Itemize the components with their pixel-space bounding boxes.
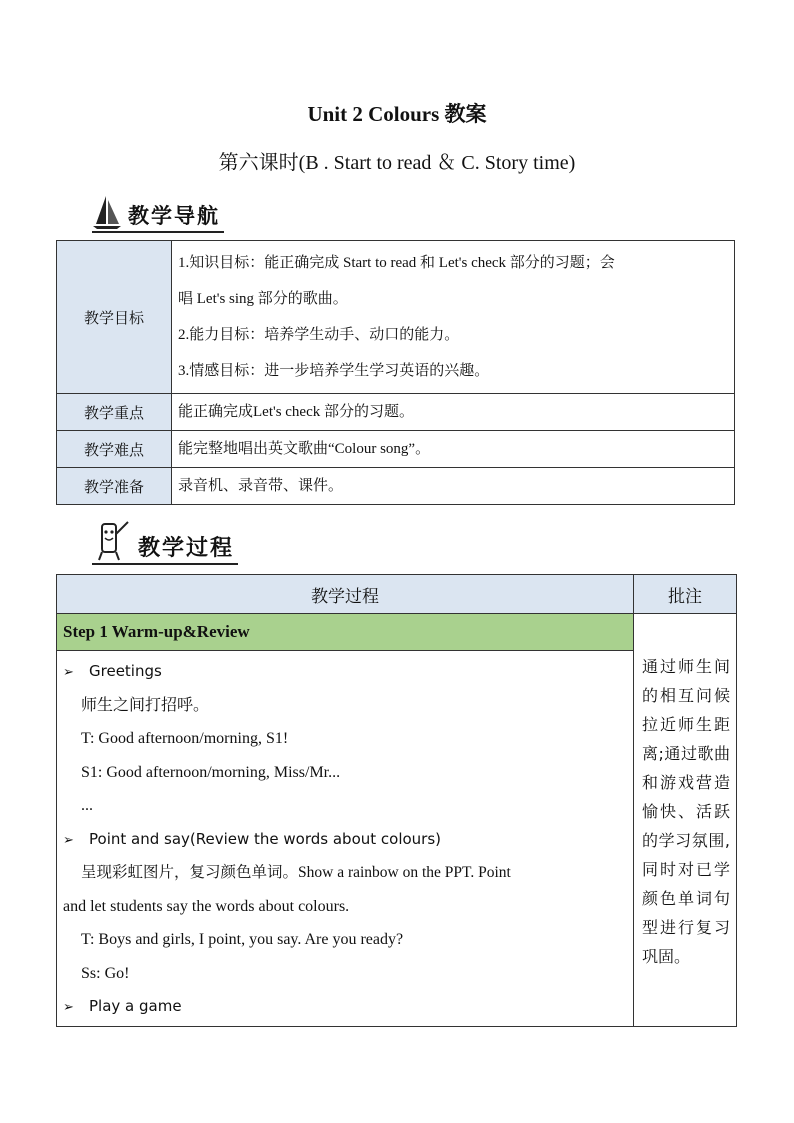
pencil-figure-icon <box>92 518 132 562</box>
teaching-guide-table <box>56 240 735 505</box>
teaching-guide-title: 教学导航 <box>128 204 220 228</box>
body-line: T: Good afternoon/morning, S1! <box>81 730 289 747</box>
goal-line: 1.知识目标：能正确完成 Start to read 和 Let's check 部分的习题；会 <box>178 255 615 271</box>
step-1-title: Step 1 Warm-up&Review <box>57 614 634 651</box>
bullet-item: ➢ Play a game <box>63 990 627 1024</box>
bullet-item: ➢ Greetings <box>63 655 627 689</box>
body-line: ... <box>81 797 93 814</box>
banner-underline <box>92 231 224 233</box>
preparation-label: 教学准备 <box>57 468 172 505</box>
teaching-process-table <box>56 574 737 1027</box>
document-title: Unit 2 Colours 教案 <box>307 102 487 126</box>
process-column-header: 教学过程 <box>57 575 634 614</box>
preparation-value: 录音机、录音带、课件。 <box>172 468 735 505</box>
key-label: 教学重点 <box>57 394 172 431</box>
body-line: and let students say the words about colours. <box>63 897 350 915</box>
document-subtitle: 第六课时(B . Start to read ＆ C. Story time) <box>218 152 576 174</box>
goal-line: 2.能力目标：培养学生动手、动口的能力。 <box>178 327 460 343</box>
banner-underline <box>92 563 238 565</box>
body-line: Ss: Go! <box>81 964 130 982</box>
notes-column-header: 批注 <box>634 575 737 614</box>
key-value: 能正确完成Let's check 部分的习题。 <box>172 394 735 431</box>
body-line: T: Boys and girls, I point, you say. Are you ready? <box>81 931 404 948</box>
arrow-bullet-icon: ➢ <box>63 832 74 848</box>
goal-label: 教学目标 <box>57 241 172 394</box>
body-line: 呈现彩虹图片，复习颜色单词。Show a rainbow on the PPT. Point <box>81 864 511 881</box>
teaching-process-banner <box>92 522 234 562</box>
step-1-content <box>57 651 634 1027</box>
annotation-note: 通过师生间的相互问候拉近师生距离;通过歌曲和游戏营造愉快、活跃的学习氛围,同时对已学颜色单词句型进行复习巩固。 <box>634 614 737 1027</box>
teaching-guide-banner <box>92 190 220 230</box>
difficulty-value: 能完整地唱出英文歌曲“Colour song”。 <box>172 431 735 468</box>
goal-line: 唱 Let's sing 部分的歌曲。 <box>178 291 348 307</box>
arrow-bullet-icon: ➢ <box>63 665 74 680</box>
goal-value <box>172 241 735 394</box>
goal-line: 3.情感目标：进一步培养学生学习英语的兴趣。 <box>178 363 490 379</box>
body-line: 师生之间打招呼。 <box>81 696 210 714</box>
arrow-bullet-icon: ➢ <box>63 1000 74 1015</box>
teaching-process-title: 教学过程 <box>138 536 235 561</box>
body-line: S1: Good afternoon/morning, Miss/Mr... <box>81 763 341 781</box>
sailboat-icon <box>92 194 122 230</box>
bullet-item: ➢ Point and say(Review the words about colours) <box>63 823 627 857</box>
difficulty-label: 教学难点 <box>57 431 172 468</box>
